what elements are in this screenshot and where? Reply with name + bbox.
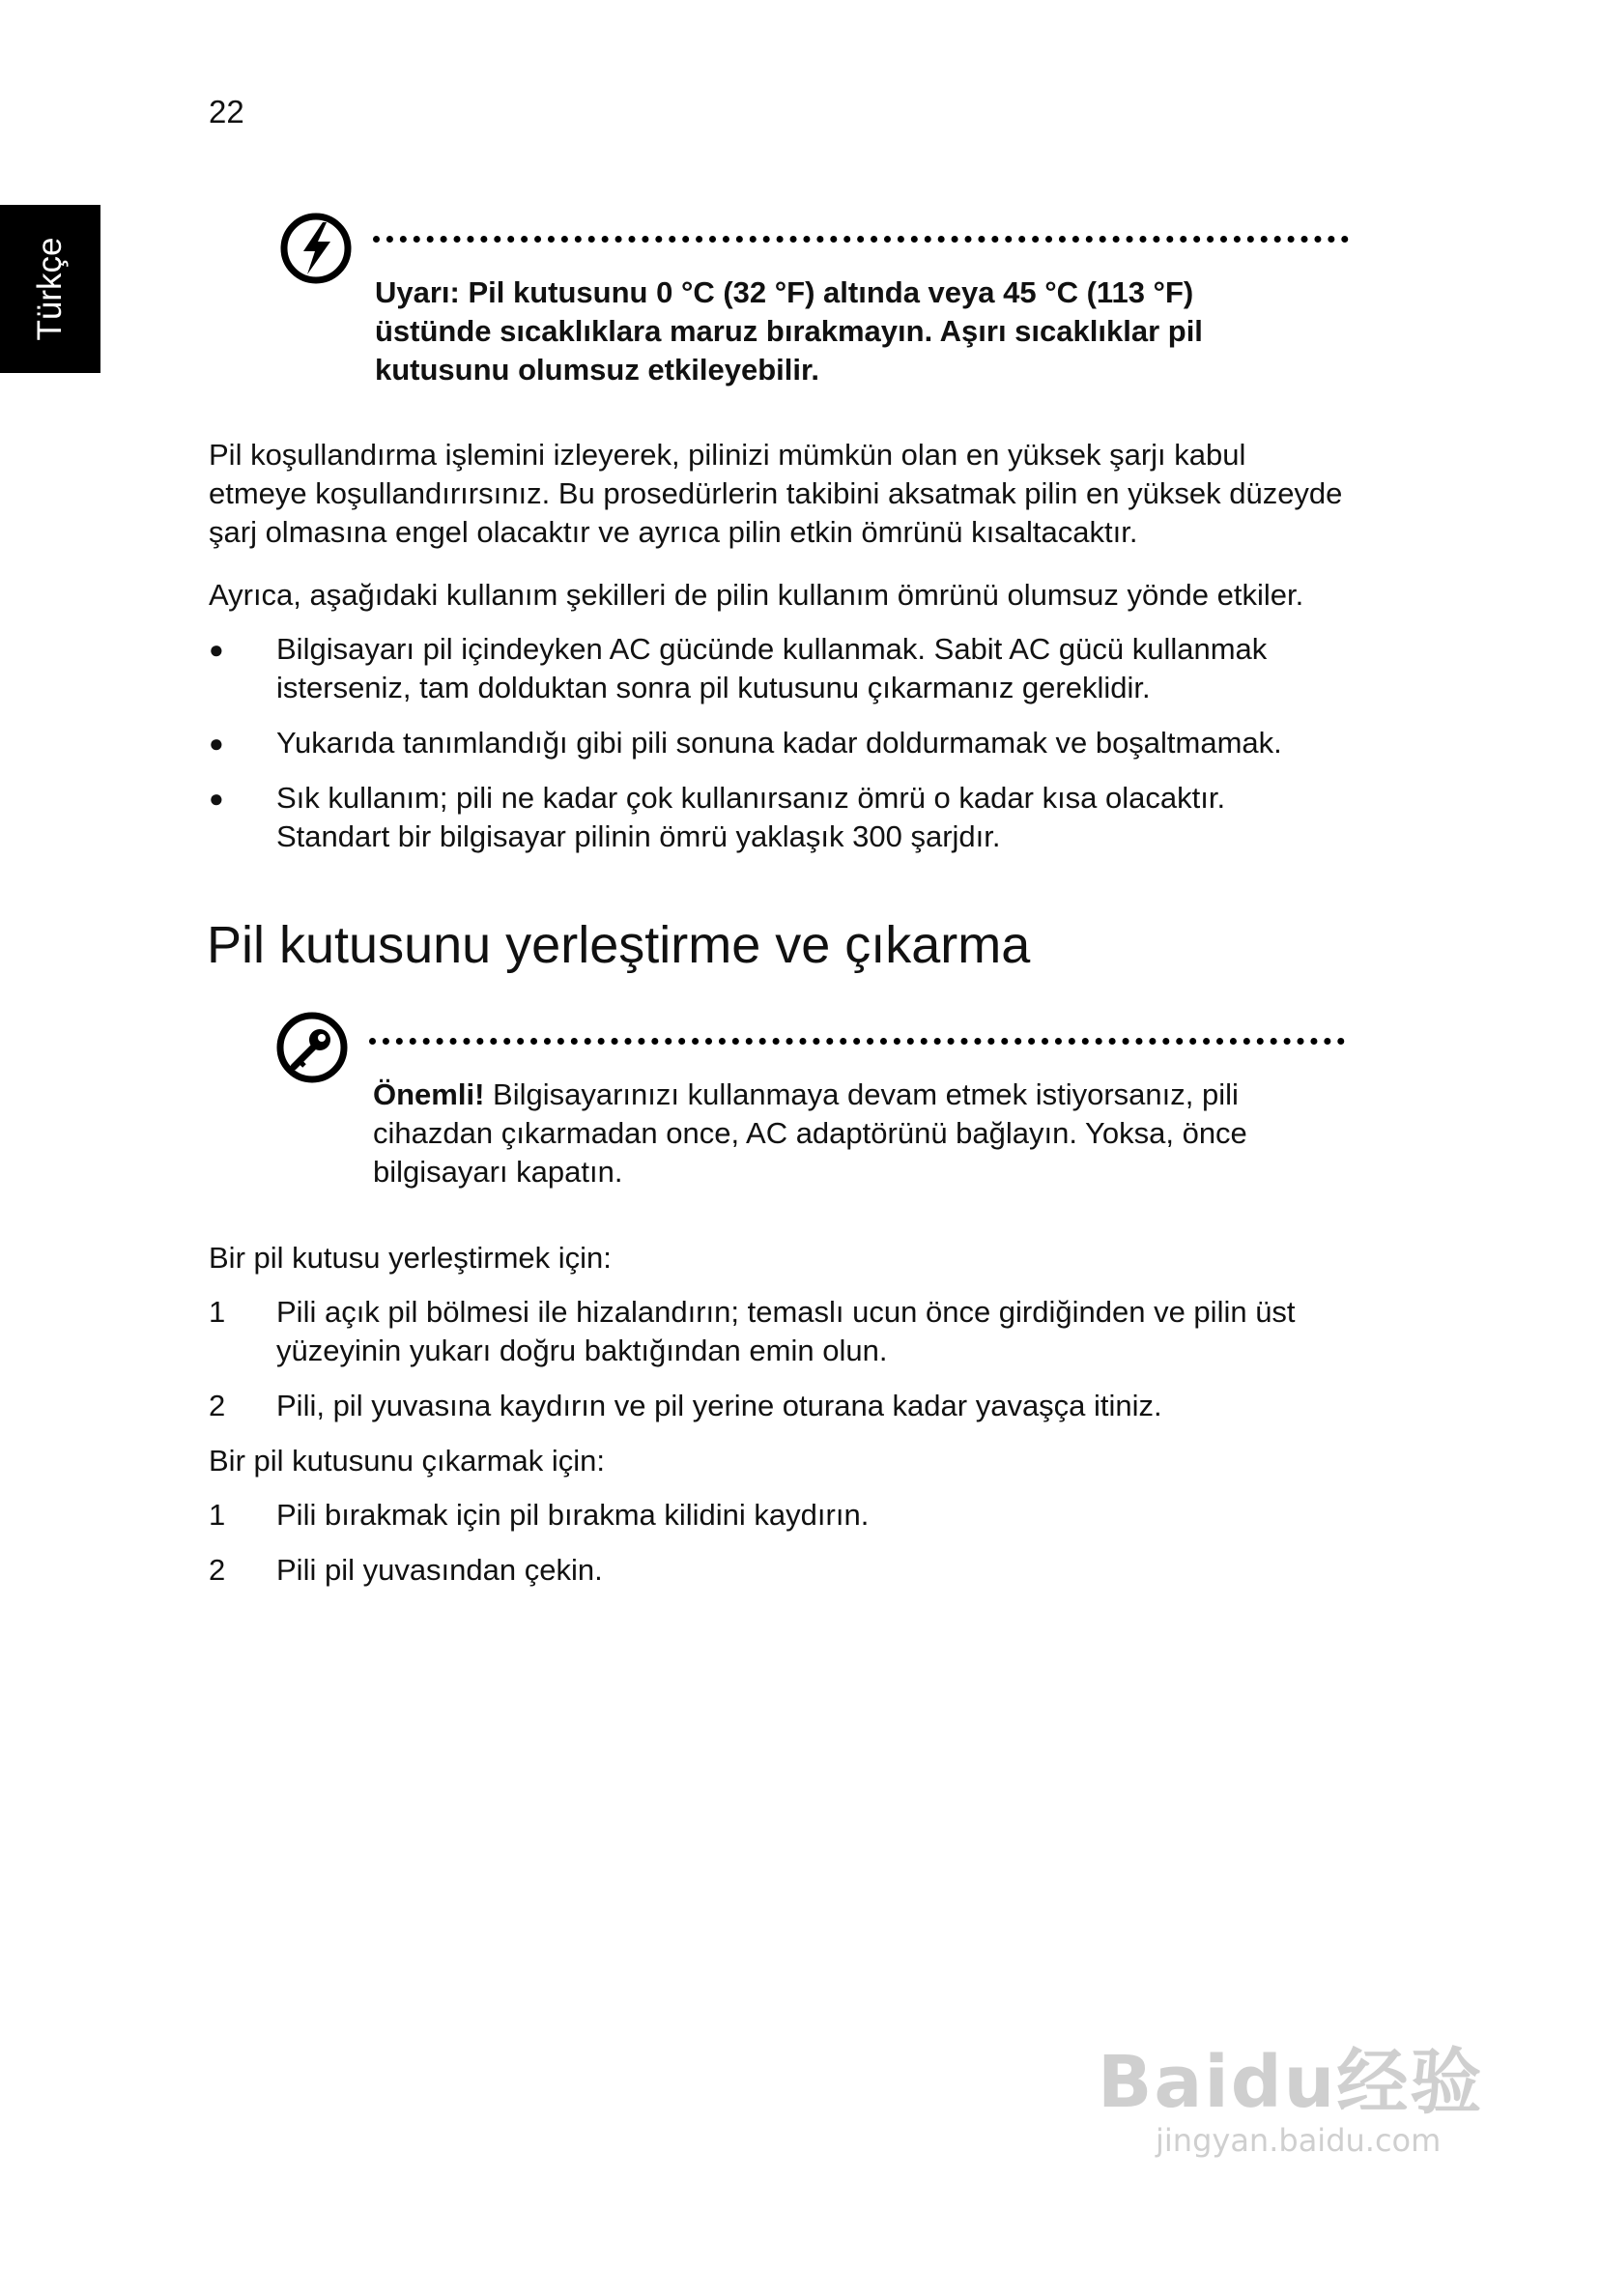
list-item: Sık kullanım; pili ne kadar çok kullanırsanız ömrü o kadar kısa olacaktır. Standart bir bilgisayar pilinin ömrü yaklaşık 300 şarjdır. <box>276 781 1226 853</box>
page-number: 22 <box>209 94 244 129</box>
insert-intro: Bir pil kutusu yerleştirmek için: <box>209 1241 612 1275</box>
important-divider <box>369 1038 1345 1045</box>
insert-step: Pili, pil yuvasına kaydırın ve pil yerine oturana kadar yavaşça itiniz. <box>276 1389 1162 1422</box>
watermark-logo: Baidu经验 <box>1098 2041 1484 2124</box>
step-number: 1 <box>209 1295 226 1329</box>
step-number: 2 <box>209 1389 226 1422</box>
remove-step: Pili bırakmak için pil bırakma kilidini kaydırın. <box>276 1498 870 1532</box>
bullet-icon: ● <box>209 784 224 813</box>
warning-text: Uyarı: Pil kutusunu 0 °C (32 °F) altında veya 45 °C (113 °F) üstünde sıcaklıklara maruz bırakmayın. Aşırı sıcaklıklar pil kutusunu olumsuz etkileyebilir. <box>375 275 1203 387</box>
important-label: Önemli! <box>373 1077 485 1111</box>
remove-intro: Bir pil kutusunu çıkarmak için: <box>209 1444 606 1478</box>
important-text: Bilgisayarınızı kullanmaya devam etmek istiyorsanız, pili cihazdan çıkarmadan once, AC adaptörünü bağlayın. Yoksa, önce bilgisayarı kapatın. <box>373 1077 1247 1189</box>
watermark-url: jingyan.baidu.com <box>1156 2122 1442 2159</box>
insert-step: Pili açık pil bölmesi ile hizalandırın; temaslı ucun önce girdiğinden ve pilin üst yüzeyinin yukarı doğru baktığından emin olun. <box>276 1295 1296 1367</box>
step-number: 2 <box>209 1553 226 1587</box>
warning-divider <box>373 236 1349 243</box>
step-number: 1 <box>209 1498 226 1532</box>
language-tab <box>0 205 100 373</box>
key-important-icon <box>274 1010 350 1085</box>
remove-step: Pili pil yuvasından çekin. <box>276 1553 603 1587</box>
lightning-warning-icon <box>278 211 354 286</box>
usage-intro: Ayrıca, aşağıdaki kullanım şekilleri de pilin kullanım ömrünü olumsuz yönde etkiler. <box>209 578 1304 612</box>
important-note <box>373 1076 1300 1191</box>
list-item: Bilgisayarı pil içindeyken AC gücünde kullanmak. Sabit AC gücü kullanmak isterseniz, tam dolduktan sonra pil kutusunu çıkarmanız gereklidir. <box>276 632 1268 704</box>
language-tab-label: Türkçe <box>31 237 69 341</box>
baidu-watermark <box>1098 2041 1494 2237</box>
list-item: Yukarıda tanımlandığı gibi pili sonuna kadar doldurmamak ve boşaltmamak. <box>276 726 1282 760</box>
conditioning-paragraph: Pil koşullandırma işlemini izleyerek, pilinizi mümkün olan en yüksek şarjı kabul etmeye koşullandırırsınız. Bu prosedürlerin takibini aksatmak pilin en yüksek düzeyde şarj olmasına engel olacaktır ve ayrıca pilin etkin ömrünü kısaltacaktır. <box>209 438 1343 549</box>
bullet-icon: ● <box>209 635 224 664</box>
bullet-icon: ● <box>209 729 224 758</box>
section-heading: Pil kutusunu yerleştirme ve çıkarma <box>207 916 1031 974</box>
